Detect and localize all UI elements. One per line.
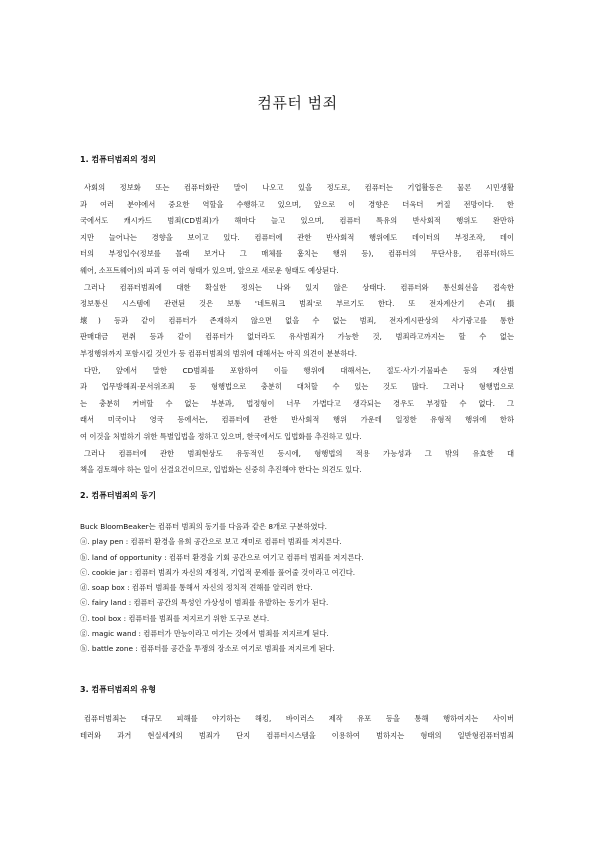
list-item: ⓕ. tool box : 컴퓨터를 범죄를 저지르기 위한 도구로 본다. <box>80 613 270 623</box>
paragraph-line: 국에서도 캐시카드 범죄(CD범죄)가 해마다 늘고 있으며, 컴퓨터 특유의 반사회적 행위도 완만하 <box>80 216 514 226</box>
list-item: ⓖ. magic wand : 컴퓨터가 만능이라고 여기는 것에서 범죄를 저지르게 된다. <box>80 629 329 639</box>
motive-intro: Buck BloomBeaker는 컴퓨터 범죄의 동기를 다음과 같은 8개로 구분하였다. <box>80 522 327 531</box>
section-3-heading: 3. 컴퓨터범죄의 유형 <box>80 685 156 694</box>
list-item: ⓐ. play pen : 컴퓨터 환경을 유희 공간으로 보고 재미로 컴퓨터 범죄를 저지른다. <box>80 537 342 547</box>
list-item: ⓑ. land of opportunity : 컴퓨터 환경을 기회 공간으로 여기고 컴퓨터 범죄를 저지른다. <box>80 552 364 562</box>
paragraph-line: 과 업무방해죄·문서위조죄 등 형행법으로 충분히 대처할 수 있는 것도 많다. 그러나 형행법으로 <box>80 382 514 392</box>
section-1-heading: 1. 컴퓨터범죄의 정의 <box>80 155 156 164</box>
paragraph-line: 사회의 정보화 또는 컴퓨터화란 말이 나오고 있을 정도로, 컴퓨터는 기업활동은 물론 시민생활 <box>84 183 514 192</box>
list-item: ⓔ. fairy land : 컴퓨터 공간의 특성인 가상성이 범죄를 유발하는 동기가 된다. <box>80 598 329 608</box>
paragraph-line: 판매대금 편취 등과 같이 컴퓨터가 없더라도 유사범죄가 가능한 것, 범죄라고까지는 할 수 없는 <box>80 332 514 342</box>
document-title: 컴퓨터 범죄 <box>257 94 338 112</box>
paragraph-line: 여 이것을 처벌하기 위한 특별입법을 정하고 있으며, 한국에서도 입법화를 추진하고 있다. <box>80 431 362 441</box>
paragraph-line: 壞) 등과 같이 컴퓨터가 존재하지 않으면 없을 수 없는 범죄, 전자게시판상의 사기광고를 통한 <box>80 315 514 325</box>
paragraph-line: 지만 늘어나는 경향을 보이고 있다. 컴퓨터에 관한 반사회적 행위에도 데이터의 부정조작, 데이 <box>80 232 514 242</box>
section-1-body <box>80 180 514 479</box>
paragraph-line: 다만, 앞에서 말한 CD범죄를 포함하여 이들 행위에 대해서는, 절도·사기·기물파손 등의 재산범 <box>84 365 514 375</box>
paragraph-line: 터의 부정입수(정보를 몰래 보거나 그 매체를 훔치는 행위 등), 컴퓨터의 무단사용, 컴퓨터(하드 <box>80 249 514 259</box>
list-item: ⓗ. battle zone : 컴퓨터를 공간을 투쟁의 장소로 여기로 범죄를 저지르게 된다. <box>80 644 335 654</box>
section-2-heading: 2. 컴퓨터범죄의 동기 <box>80 491 156 500</box>
paragraph-line: 그러나 컴퓨터에 관한 범죄현상도 유동적인 동시에, 형행법의 적용 가능성과 그 밖의 유효한 대 <box>84 448 514 458</box>
paragraph-line: 컴퓨터범죄는 대규모 피해를 야기하는 해킹, 바이러스 제작 유포 등을 통해 행하여지는 사이버 <box>84 714 514 723</box>
section-3-body <box>80 711 514 744</box>
paragraph-line: 정보통신 시스템에 관련된 것은 보통 '네트워크 범죄'로 부르기도 한다. 또 전자계산기 손괴(損 <box>80 299 514 309</box>
paragraph-line: 웨어, 소프트웨어)의 파괴 등 여러 형태가 있으며, 앞으로 새로운 형태도 예상된다. <box>80 265 339 275</box>
paragraph-line: 과 여러 분야에서 중요한 역할을 수행하고 있으며, 앞으로 이 경향은 더욱더 커질 전망이다. 한 <box>80 199 514 209</box>
paragraph-line: 는 충분히 커버할 수 없는 부분과, 법정형이 너무 가볍다고 생각되는 경우도 부정할 수 없다. 그 <box>80 398 514 408</box>
paragraph-line: 부정행위까지 포함시킬 것인가 등 컴퓨터범죄의 범위에 대해서는 아직 의견이 분분하다. <box>80 348 357 358</box>
paragraph-line: 래서 미국이나 영국 등에서는, 컴퓨터에 관한 반사회적 행위 가운데 일정한 유형적 행위에 한하 <box>80 415 514 425</box>
paragraph-line: 책을 검토해야 하는 일이 선결요건이므로, 입법화는 신중히 추진해야 한다는 의견도 있다. <box>80 465 362 475</box>
motive-list <box>80 519 520 657</box>
list-item: ⓓ. soap box : 컴퓨터 범죄를 통해서 자신의 정치적 견해를 알리려 한다. <box>80 583 313 593</box>
paragraph-line: 테러와 과거 현실세계의 범죄가 단지 컴퓨터시스템을 이용하여 범하지는 형태의 일반형컴퓨터범죄 <box>80 730 514 740</box>
paragraph-line: 그러나 컴퓨터범죄에 대한 확실한 정의는 나와 있지 않은 상태다. 컴퓨터와 통신회선을 접속한 <box>84 282 514 292</box>
list-item: ⓒ. cookie jar : 컴퓨터 범죄가 자신의 재정적, 기업적 문제를 풀어줄 것이라고 여긴다. <box>80 567 356 577</box>
